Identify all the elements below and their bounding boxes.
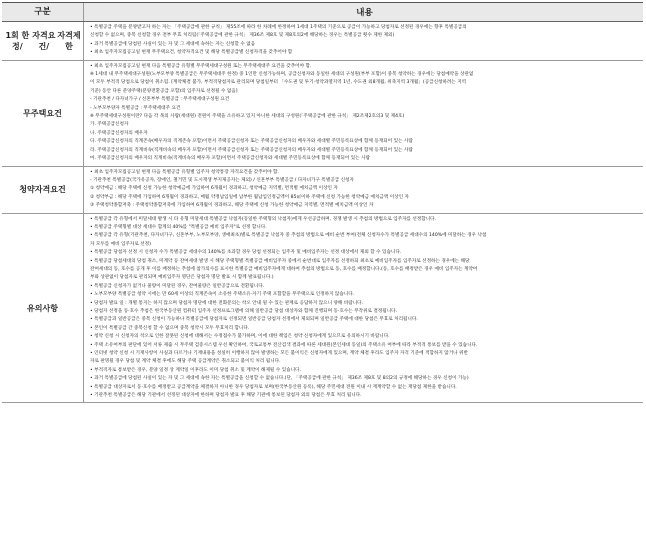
section-row xyxy=(2,214,643,404)
content-line: 마. 주택공급신청자의 배우자의 직계비속(직계비속의 배우자 포함)이면서 주택공급신청자와 세대별 주민등록표상에 함께 등재되어 있는 사람 xyxy=(90,156,370,162)
header-content: 내용 xyxy=(356,8,373,18)
section-row xyxy=(2,22,643,61)
section-label xyxy=(2,167,84,213)
table-header-row xyxy=(2,3,643,22)
content-line: • 최초 입주자모집공고일 현재 무주택요건, 청약자격요건 및 해당 특별공급별 신청자격을 갖추어야 함 xyxy=(90,50,293,56)
content-line: • 인터넷 청약 신청 시 기재사항이 사실과 다르거나 기재내용을 성실히 이행하지 않아 발생하는 모든 불이익은 신청자에게 있으며, 계약 체결 후라도 입주자 자격 기준에 적합하지 않거나 위반 xyxy=(90,351,468,357)
section-label-text: 요건 xyxy=(50,185,66,195)
content-line: - 기관추천 / 다자녀가구 / 신혼부부 특별공급 : 무주택세대구성원 요건 xyxy=(90,97,230,103)
section-label xyxy=(2,214,84,403)
section-label-text: 자격요건/ xyxy=(32,30,56,51)
content-line: • 청약 신청 시 신청자의 착오로 인한 잘못된 신청에 대해서는 수정접수가 불가하며, 이에 대한 책임은 청약 신청자에게 있으므로 유의하시기 바랍니다. xyxy=(90,334,390,340)
special-supply-table xyxy=(2,2,643,403)
content-line: ③ 주택청약종합저축 : 주택청약종합저축에 가입하여 6개월이 경과하고, 해당 주택에 신청 가능한 청약예금 지역별, 면적별 예치금액 이상인 자 xyxy=(90,203,374,209)
section-content xyxy=(84,214,643,403)
content-line: • 노부모부양 특별공급 청약 시에는 만 60세 이상의 직계존속이 소유한 주택소유·자기 주택 포함할을 무주택으로 인정하지 않습니다. xyxy=(90,292,355,298)
content-line: 기준) 동안 다른 분양주택(분양전환공급 포함)의 입주자로 선정될 수 없음] xyxy=(90,88,238,94)
content-line: • 최초 입주자모집공고일 현재 다음 특별공급 유형별 무주택세대구성원 또는 무주택세대주 요건을 갖추어야 함. xyxy=(90,63,312,69)
content-line: - 노부모부양자 특별공급 : 무주택세대주 요건 xyxy=(90,105,181,111)
section-content xyxy=(84,61,643,166)
content-line: • 특별공급 주택을 분양받고자 하는 자는 「주택공급에 관한 규칙」 제55조에 따라 한 차례에 한정하여 1세대 1주택의 기준으로 공급이 가능하고 당첨자로 선정된 경우에는 향후 특별공급의 xyxy=(90,25,467,30)
section-label-text: 1회 한정/ xyxy=(5,30,30,51)
content-line: • 특별공급 각 유형(기관추천, 다자녀가구, 신혼부부, 노부모부양, 생애최초)별로 특별공급 낙첨자 중 추첨의 방법으로 예비 순번 부여(전체 신청자수가 특별공급 세대수의 140%에 미달하는 경우 낙첨 xyxy=(90,233,487,239)
content-line: 신청할 수 없으며, 중복 신청할 경우 전부 무효 처리됨(「주택공급에 관한 규칙」 제36조 제8호 및 제8호의2에 해당하는 경우는 특별공급 횟수 제한 제외) xyxy=(90,33,395,39)
section-content xyxy=(84,167,643,213)
section-label xyxy=(2,22,84,60)
section-label-text: 요건 xyxy=(46,108,62,118)
content-line: • 기관추천 특별공급은 해당 기관에서 선정된 대상자에 한하며 당첨자 발표 후 해당 기관에 통보된 당첨자 외의 당첨은 무효 처리 됩니다. xyxy=(90,393,362,399)
content-line: • 특별공급 신청자가 없거나 물량이 미달된 경우, 잔여물량은 일반공급으로 전환됩니다. xyxy=(90,283,265,289)
content-line: • 특별공급 각 유형에서 미달세대 발생 시 타 유형 미달세대 특별공급 낙첨자(동일한 주택형의 낙첨자)에게 우선공급하며, 경쟁 발생 시 추첨의 방법으로 입주자를 선정합니다. xyxy=(90,216,437,222)
content-line: • 과거 특별공급에 당첨된 사실이 있는 자 및 그 세대에 속하는 자는 신청할 수 없음 xyxy=(90,41,256,47)
content-line: 부와 상관없이 당첨자로 관리되며 예비입주자 명단은 당첨자 명단 발표 시 함께 발표됩니다.) xyxy=(90,275,274,281)
content-line: 자 모두를 예비 입주자로 선정) xyxy=(90,241,151,247)
content-line: ① 청약예금 : 해당 주택에 신청 가능한 청약예금에 가입하여 6개월이 경과하고, 청약예금 지역별, 면적별 예치금액 이상인 자 xyxy=(90,186,338,192)
content-line: 자로 판명될 경우 당첨 및 계약 체결 후에도 해당 주택 공급계약은 취소되고 불이익 처리 됩니다. xyxy=(90,359,281,365)
section-label-text: 무주택 xyxy=(23,108,47,118)
content-line: 이 모두 부적격 당첨으로 당첨이 취소됨. [계약체결 불가, 부적격당첨자로 관리되며 당첨일부터 「수도권 및 투기·청약과열지역 1년, 수도권 외8개월, 위축지역 3개월」(공급신청하려는 지역 xyxy=(90,80,467,86)
section-label-text: 자격제한 xyxy=(57,30,81,51)
content-line: • 주택 소유여부의 판단에 있어 서류 제출 시 무주택 검증시스템 우선 확인하여, 국토교통부 전산검색 결과에 따른 세대원(본인세대 동일)의 주택소유 여부에 따라 부적격 통보를 받을 수 있습니다. xyxy=(90,342,478,348)
content-line: 가. 주택공급신청자 xyxy=(90,122,129,128)
content-line: • 과거 특별공급에 당첨된 사실이 있는 자 및 그 세대에 속한 자는 특별공급을 신청할 수 없습니다.(단, 「주택공급에 관한 규칙」 제36조 제8호 및 8의2의 규정에 해당하는 경우 신청이 가능) xyxy=(90,376,469,382)
content-line: • 특별공급 당첨자 선정 시 신청자 수가 특별공급 세대수의 140%를 초과할 경우 당첨 선정되는 입주자 및 예비입주자는 선정 대상에서 제외 할 수 있습니다. xyxy=(90,250,402,256)
content-line: • 특별공급 주택형별 대상 세대수 합계의 40%를 "특별공급 예비 입주자"로 선정 합니다. xyxy=(90,224,267,230)
content-line: • 본인이 특별공급 간 중복신청 할 수 없으며 중복 청약시 모두 무효처리 합니다. xyxy=(90,325,250,331)
content-line: ※ 무주택세대구성원이란? 다음 각 목의 사람(세대원) 전원이 주택을 소유하고 있지 아니한 세대의 구성원(「주택공급에 관한 규칙」 제2조제2호의3 및 제4호) xyxy=(90,114,405,120)
section-label-text: 청약자격 xyxy=(19,185,51,195)
section-label-text: 유의사항 xyxy=(27,303,58,313)
content-line: • 특별공급 대상자로서 동·호수를 배정받고 공급계약을 체결하지 아니한 경우 당첨자로 보며(한국부동산원 등록), 해당 주민세대 전원 이내 시 재계약할 수 없는 재당첨 제한을 받습니다. xyxy=(90,384,457,390)
section-row xyxy=(2,61,643,167)
section-label xyxy=(2,61,84,166)
content-line: • 당첨자 발표 일 : 개별 통지는 하지 않으며 당첨자 명단에 대한 전화문의는 착오 안내 될 수 있는 관계로 응답하지 않으니 양해 바랍니다. xyxy=(90,300,364,306)
content-line: ② 청약부금 : 해당 주택에 가입하여 6개월이 경과하고, 매월 약정납입일에 납부한 월납입인정금액이 85㎡이하 주택에 신청 가능한 청약예금 예치금액 이상인 자 xyxy=(90,194,409,200)
content-line: 나. 주택공급신청자의 배우자 xyxy=(90,130,148,136)
section-row xyxy=(2,167,643,214)
content-line: • 부적격자로 통보받은 경우, 분양 일정 상 계약일 이후라도 이미 당첨 취소 및 계약이 해제될 수 있습니다. xyxy=(90,367,301,373)
content-line: • 특별공급 당첨세대의 당첨 취소, 미계약 등 잔여세대 발생 시 해당 주택형별 특별공급 예비입주자 중에서 순번대로 입주자를 선정하되 최초로 예비입주자를 입주자로 선정하는 경우에는 해당 xyxy=(90,258,470,264)
content-line: • 최초 입주자모집공고일 현재 다음 특별공급 유형별 입주자 청약통장 자격요건을 갖추어야 함. xyxy=(90,169,279,175)
content-line: - 기관추천 특별공급(국가유공자, 장애인, 철거민 및 도시재생 부지제공자는 제외) / 신혼부부 특별공급 / 다자녀가구 특별공급 신청자 xyxy=(90,177,354,183)
content-line: • 당첨자 선정을 동·호수 추첨은 한국부동산원 컴퓨터 입주자 선정프로그램에 의해 일반공급 당첨 대상자와 함께 진행되며 동·호수는 무작위로 결정됩니다. xyxy=(90,309,398,314)
header-category: 구분 xyxy=(2,3,84,21)
content-line: ※ 1세대 내 무주택세대구성원(노부모부양 특별공급은 무주택세대주 한정) 중 1인만 신청가능하며, 공급신청자와 동일한 세대의 구성원(부부 포함)이 중복 청약하는 경우에는 당첨예약을 상관없 xyxy=(90,72,474,78)
content-line: 다. 주택공급신청자의 직계존속(배우자의 직계존속 포함)이면서 주택공급신청자 또는 주택공급신청자의 배우자와 세대별 주민등록표상에 함께 등재되어 있는 사람 xyxy=(90,139,413,145)
content-line: 잔여세대의 동, 호수를 공개 후 이를 배정하는 추첨에 참가의사를 표시한 특별공급 예비입주자에게 대하여 추첨의 방법으로 동, 호수를 배정합니다.(동, 호수를 배정받은 경우 예비 입주자는 계약여 xyxy=(90,266,478,272)
content-line: 라. 주택공급신청자의 직계비속(직계비속의 배우자 포함)이면서 주택공급신청자 또는 주택공급신청자의 배우자와 세대별 주민등록표상에 함께 등재되어 있는 사람 xyxy=(90,147,413,153)
content-line: • 특별공급과 일반공급은 중복 신청이 가능하나 특별공급에 당첨자로 선정되면 일반공급 당첨자 선정에서 제외되며 일반공급 주택에 대한 당첨은 무효로 처리됩니다. xyxy=(90,317,418,323)
section-content xyxy=(84,22,643,60)
